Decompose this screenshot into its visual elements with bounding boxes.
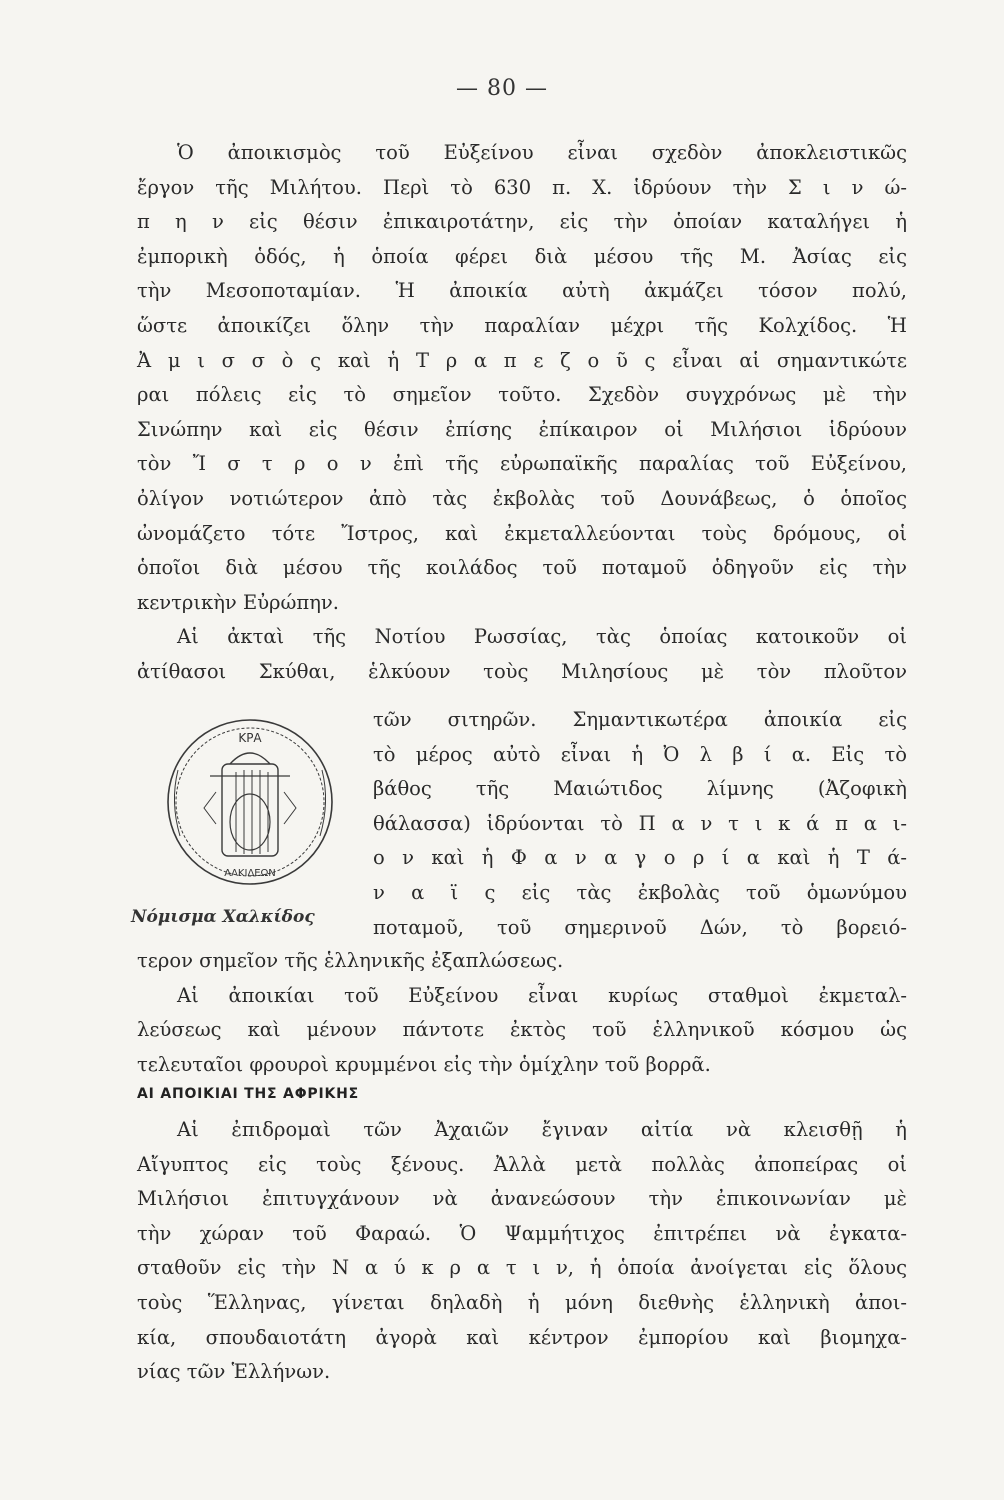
text-block-bottom (137, 1113, 907, 1390)
text-line: νίας τῶν Ἑλλήνων. (137, 1360, 331, 1384)
text-line: Αἴγυπτος εἰς τοὺς ξένους. Ἀλλὰ μετὰ πολλὰς ἀποπείρας οἱ (137, 1152, 907, 1176)
text-block-middle (137, 944, 907, 1082)
text-line: τῶν σιτηρῶν. Σημαντικωτέρα ἀποικία εἰς (373, 708, 907, 731)
text-line: Ἀ μ ι σ σ ὸ ς καὶ ἡ Τ ρ α π ε ζ ο ῦ ς εἶναι αἱ σημαντικώτε (137, 348, 907, 372)
figure-caption: Νόμισμα Χαλκίδος (131, 907, 315, 927)
text-line: σταθοῦν εἰς τὴν Ν α ύ κ ρ α τ ι ν, ἡ ὁποία ἀνοίγεται εἰς ὅλους (137, 1256, 907, 1280)
text-line: θάλασσα) ἱδρύονται τὸ Π α ν τ ι κ ά π α ι- (373, 811, 907, 835)
text-line: ὁποῖοι διὰ μέσου τῆς κοιλάδος τοῦ ποταμοῦ ὁδηγοῦν εἰς τὴν (137, 556, 907, 580)
coin-top-legend: ΚΡΑ (238, 731, 262, 745)
text-line: Σινώπην καὶ εἰς θέσιν ἐπίσης ἐπίκαιρον οἱ Μιλήσιοι ἱδρύουν (137, 417, 907, 441)
text-line: βάθος τῆς Μαιώτιδος λίμνης (Ἀζοφικὴ (373, 777, 907, 801)
text-line: τὸν Ἴ σ τ ρ ο ν ἐπὶ τῆς εὐρωπαϊκῆς παραλίας τοῦ Εὐξείνου, (137, 452, 907, 476)
text-line: τὴν Μεσοποταμίαν. Ἡ ἀποικία αὐτὴ ἀκμάζει τόσον πολύ, (137, 279, 907, 303)
text-line: ραι πόλεις εἰς τὸ σημεῖον τοῦτο. Σχεδὸν συγχρόνως μὲ τὴν (137, 383, 907, 407)
text-line: π η ν εἰς θέσιν ἐπικαιροτάτην, εἰς τὴν ὁποίαν καταλήγει ἡ (137, 210, 907, 234)
text-line: κία, σπουδαιοτάτη ἀγορὰ καὶ κέντρον ἐμπορίου καὶ βιομηχα- (137, 1325, 907, 1349)
text-line: Ὁ ἀποικισμὸς τοῦ Εὐξείνου εἶναι σχεδὸν ἀποκλειστικῶς (177, 141, 907, 164)
text-line: ὥστε ἀποικίζει ὅλην τὴν παραλίαν μέχρι τῆς Κολχίδος. Ἡ (137, 313, 907, 337)
section-heading: ΑΙ ΑΠΟΙΚΙΑΙ ΤΗΣ ΑΦΡΙΚΗΣ (137, 1086, 359, 1102)
coin-illustration (160, 712, 340, 892)
text-line: ποταμοῦ, τοῦ σημερινοῦ Δών, τὸ βορειό- (373, 915, 907, 939)
text-line: Μιλήσιοι ἐπιτυγχάνουν νὰ ἀνανεώσουν τὴν ἐπικοινωνίαν μὲ (137, 1187, 907, 1211)
text-line: Αἱ ἀκταὶ τῆς Νοτίου Ρωσσίας, τὰς ὁποίας κατοικοῦν οἱ (177, 625, 907, 649)
text-line: ὀλίγον νοτιώτερον ἀπὸ τὰς ἐκβολὰς τοῦ Δουνάβεως, ὁ ὁποῖος (137, 486, 907, 510)
text-line: κεντρικὴν Εὐρώπην. (137, 590, 339, 614)
text-line: λεύσεως καὶ μένουν πάντοτε ἐκτὸς τοῦ ἑλληνικοῦ κόσμου ὡς (137, 1018, 907, 1042)
text-line: τοὺς Ἕλληνας, γίνεται δηλαδὴ ἡ μόνη διεθνὴς ἑλληνικὴ ἀποι- (137, 1290, 907, 1314)
text-line: ἐμπορικὴ ὁδός, ἡ ὁποία φέρει διὰ μέσου τῆς Μ. Ἀσίας εἰς (137, 244, 907, 268)
text-line: ν α ϊ ς εἰς τὰς ἐκβολὰς τοῦ ὁμωνύμου (373, 880, 907, 904)
text-line: Αἱ ἐπιδρομαὶ τῶν Ἀχαιῶν ἔγιναν αἰτία νὰ κλεισθῇ ἡ (177, 1118, 907, 1141)
text-line: ὠνομάζετο τότε Ἴστρος, καὶ ἐκμεταλλεύονται τοὺς δρόμους, οἱ (137, 521, 907, 545)
text-block-top (137, 136, 907, 690)
text-line: τὸ μέρος αὐτὸ εἶναι ἡ Ὀ λ β ί α. Εἰς τὸ (373, 742, 907, 766)
text-line: ἀτίθασοι Σκύθαι, ἑλκύουν τοὺς Μιλησίους μὲ τὸν πλοῦτον (137, 659, 907, 683)
coin-bottom-legend: ΑΛΚΙΔΕΩΝ (224, 868, 276, 879)
text-line: τερον σημεῖον τῆς ἑλληνικῆς ἐξαπλώσεως. (137, 949, 564, 972)
text-line: τὴν χώραν τοῦ Φαραώ. Ὁ Ψαμμήτιχος ἐπιτρέπει νὰ ἐγκατα- (137, 1221, 907, 1245)
page-number: — 80 — (456, 76, 548, 101)
text-block-wrapped (373, 703, 907, 945)
text-line: Αἱ ἀποικίαι τοῦ Εὐξείνου εἶναι κυρίως σταθμοὶ ἐκμεταλ- (177, 983, 907, 1007)
text-line: ο ν καὶ ἡ Φ α ν α γ ο ρ ί α καὶ ἡ Τ ά- (373, 846, 907, 870)
text-line: ἔργον τῆς Μιλήτου. Περὶ τὸ 630 π. Χ. ἱδρύουν τὴν Σ ι ν ώ- (137, 175, 907, 199)
text-line: τελευταῖοι φρουροὶ κρυμμένοι εἰς τὴν ὁμίχλην τοῦ βορρᾶ. (137, 1052, 711, 1076)
